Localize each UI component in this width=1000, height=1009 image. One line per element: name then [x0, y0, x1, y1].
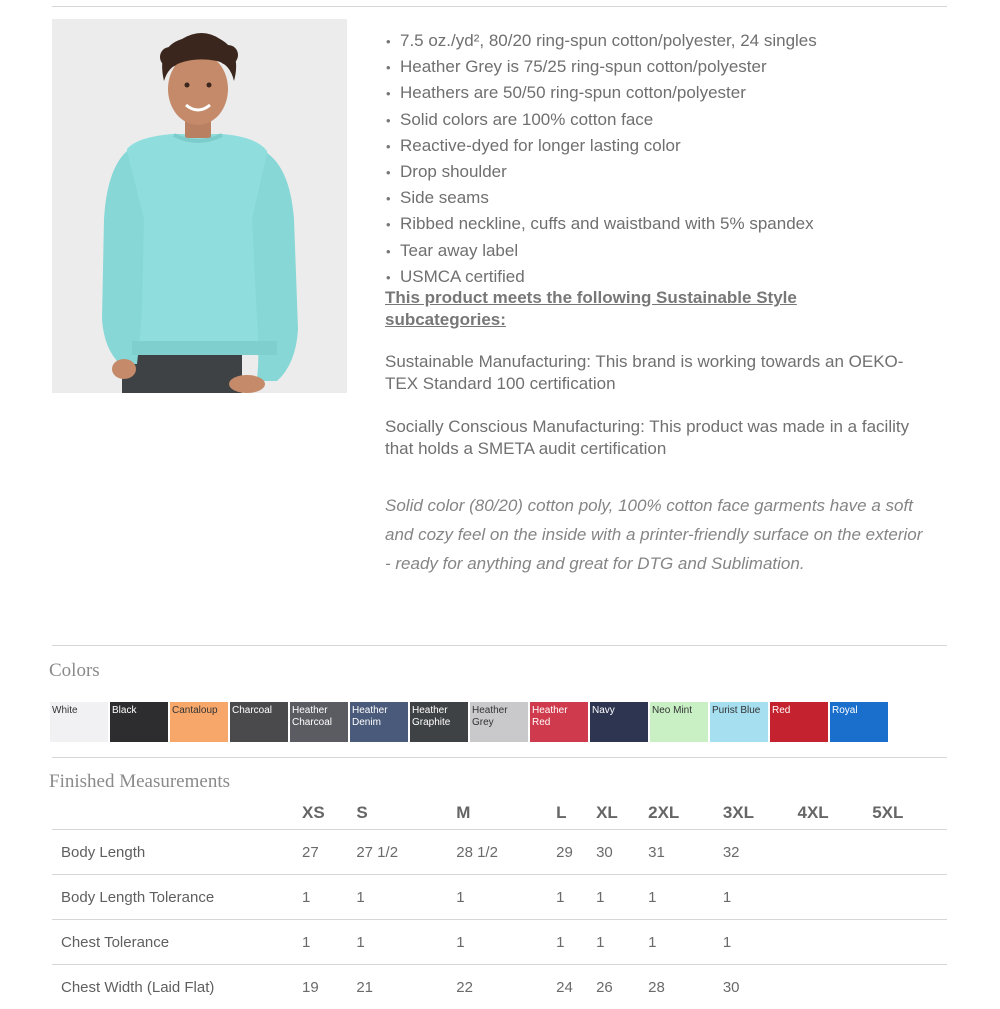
row-label: Chest Tolerance: [52, 920, 302, 965]
feature-text: Reactive-dyed for longer lasting color: [400, 136, 681, 155]
measurement-cell: 24: [556, 965, 596, 1009]
measurement-cell: 1: [723, 875, 798, 920]
measurement-cell: [798, 830, 873, 875]
measurement-cell: [872, 920, 947, 965]
measurement-cell: 28 1/2: [456, 830, 556, 875]
color-swatch[interactable]: Royal: [830, 702, 888, 742]
size-header: XL: [596, 797, 648, 830]
measurement-cell: 1: [723, 920, 798, 965]
measurement-cell: 22: [456, 965, 556, 1009]
size-header: 4XL: [798, 797, 873, 830]
measurement-cell: [798, 920, 873, 965]
feature-text: Tear away label: [400, 241, 518, 260]
table-row: [52, 875, 947, 920]
bullet-icon: •: [386, 160, 400, 185]
feature-text: Heather Grey is 75/25 ring-spun cotton/polyester: [400, 57, 767, 76]
bullet-icon: •: [386, 29, 400, 54]
measurement-cell: 1: [302, 920, 356, 965]
color-swatch[interactable]: Heather Grey: [470, 702, 528, 742]
measurement-cell: 31: [648, 830, 723, 875]
feature-item: [386, 238, 817, 264]
sustainable-manufacturing-text: Sustainable Manufacturing: This brand is working towards an OEKO-TEX Standard 100 certification: [385, 351, 925, 395]
measurement-cell: 27 1/2: [356, 830, 456, 875]
color-swatch[interactable]: Black: [110, 702, 168, 742]
size-header: M: [456, 797, 556, 830]
bullet-icon: •: [386, 212, 400, 237]
measurement-cell: 1: [356, 875, 456, 920]
size-header: 2XL: [648, 797, 723, 830]
size-header: XS: [302, 797, 356, 830]
table-row: [52, 830, 947, 875]
measurement-cell: 27: [302, 830, 356, 875]
measurement-cell: 1: [556, 920, 596, 965]
feature-item: [386, 28, 817, 54]
measurements-table: [52, 797, 947, 1009]
feature-text: 7.5 oz./yd², 80/20 ring-spun cotton/polyester, 24 singles: [400, 31, 817, 50]
table-row: [52, 965, 947, 1009]
row-label: Body Length: [52, 830, 302, 875]
measurement-cell: 1: [648, 875, 723, 920]
measurement-cell: 1: [456, 875, 556, 920]
feature-item: [386, 107, 817, 133]
row-label: Chest Width (Laid Flat): [52, 965, 302, 1009]
bullet-icon: •: [386, 55, 400, 80]
measurement-cell: 1: [456, 920, 556, 965]
measurement-cell: 30: [723, 965, 798, 1009]
feature-item: [386, 133, 817, 159]
color-swatch[interactable]: Purist Blue: [710, 702, 768, 742]
color-swatch[interactable]: Charcoal: [230, 702, 288, 742]
size-header: 3XL: [723, 797, 798, 830]
measurement-cell: 29: [556, 830, 596, 875]
feature-item: [386, 211, 817, 237]
measurement-cell: 1: [302, 875, 356, 920]
color-swatch[interactable]: Heather Graphite: [410, 702, 468, 742]
product-image: [52, 19, 347, 393]
feature-item: [386, 80, 817, 106]
color-swatch[interactable]: Heather Red: [530, 702, 588, 742]
color-swatch[interactable]: Neo Mint: [650, 702, 708, 742]
measurement-cell: 1: [648, 920, 723, 965]
size-header: L: [556, 797, 596, 830]
measurement-cell: [798, 965, 873, 1009]
measurement-cell: 1: [596, 920, 648, 965]
socially-conscious-text: Socially Conscious Manufacturing: This product was made in a facility that holds a SMETA audit certification: [385, 416, 925, 460]
bullet-icon: •: [386, 81, 400, 106]
measurement-cell: [872, 965, 947, 1009]
measurement-cell: [798, 875, 873, 920]
bullet-icon: •: [386, 108, 400, 133]
colors-title: Colors: [49, 660, 100, 682]
feature-text: Heathers are 50/50 ring-spun cotton/polyester: [400, 83, 746, 102]
measurement-cell: 19: [302, 965, 356, 1009]
measurements-title: Finished Measurements: [49, 771, 230, 793]
color-swatch[interactable]: Navy: [590, 702, 648, 742]
color-swatch[interactable]: Cantaloup: [170, 702, 228, 742]
color-swatch[interactable]: Heather Charcoal: [290, 702, 348, 742]
table-row: [52, 920, 947, 965]
measurement-cell: [872, 830, 947, 875]
color-swatch[interactable]: Heather Denim: [350, 702, 408, 742]
feature-item: [386, 159, 817, 185]
color-swatches: [50, 702, 890, 742]
measurements-divider: [52, 757, 947, 758]
colors-divider: [52, 645, 947, 646]
feature-item: [386, 54, 817, 80]
feature-text: Ribbed neckline, cuffs and waistband with 5% spandex: [400, 214, 814, 233]
size-header: 5XL: [872, 797, 947, 830]
feature-text: Side seams: [400, 188, 489, 207]
measurement-cell: [872, 875, 947, 920]
feature-text: Drop shoulder: [400, 162, 507, 181]
feature-list: [386, 28, 817, 290]
bullet-icon: •: [386, 265, 400, 290]
measurement-cell: 1: [556, 875, 596, 920]
measurement-cell: 32: [723, 830, 798, 875]
color-swatch[interactable]: White: [50, 702, 108, 742]
feature-item: [386, 185, 817, 211]
measurement-cell: 1: [356, 920, 456, 965]
bullet-icon: •: [386, 134, 400, 159]
top-divider: [52, 6, 947, 7]
bullet-icon: •: [386, 239, 400, 264]
measurement-cell: 28: [648, 965, 723, 1009]
measurement-cell: 1: [596, 875, 648, 920]
product-description: Solid color (80/20) cotton poly, 100% cotton face garments have a soft and cozy feel on the inside with a printer-friendly surface on the exterior - ready for anything and great for DTG and Sublimation.: [385, 491, 925, 578]
size-header: S: [356, 797, 456, 830]
feature-text: Solid colors are 100% cotton face: [400, 110, 653, 129]
measurement-cell: 26: [596, 965, 648, 1009]
measurement-cell: 30: [596, 830, 648, 875]
feature-text: USMCA certified: [400, 267, 525, 286]
sustainable-heading: This product meets the following Sustainable Style subcategories:: [385, 287, 905, 331]
bullet-icon: •: [386, 186, 400, 211]
row-label: Body Length Tolerance: [52, 875, 302, 920]
color-swatch[interactable]: Red: [770, 702, 828, 742]
label-header: [52, 797, 302, 830]
measurement-cell: 21: [356, 965, 456, 1009]
